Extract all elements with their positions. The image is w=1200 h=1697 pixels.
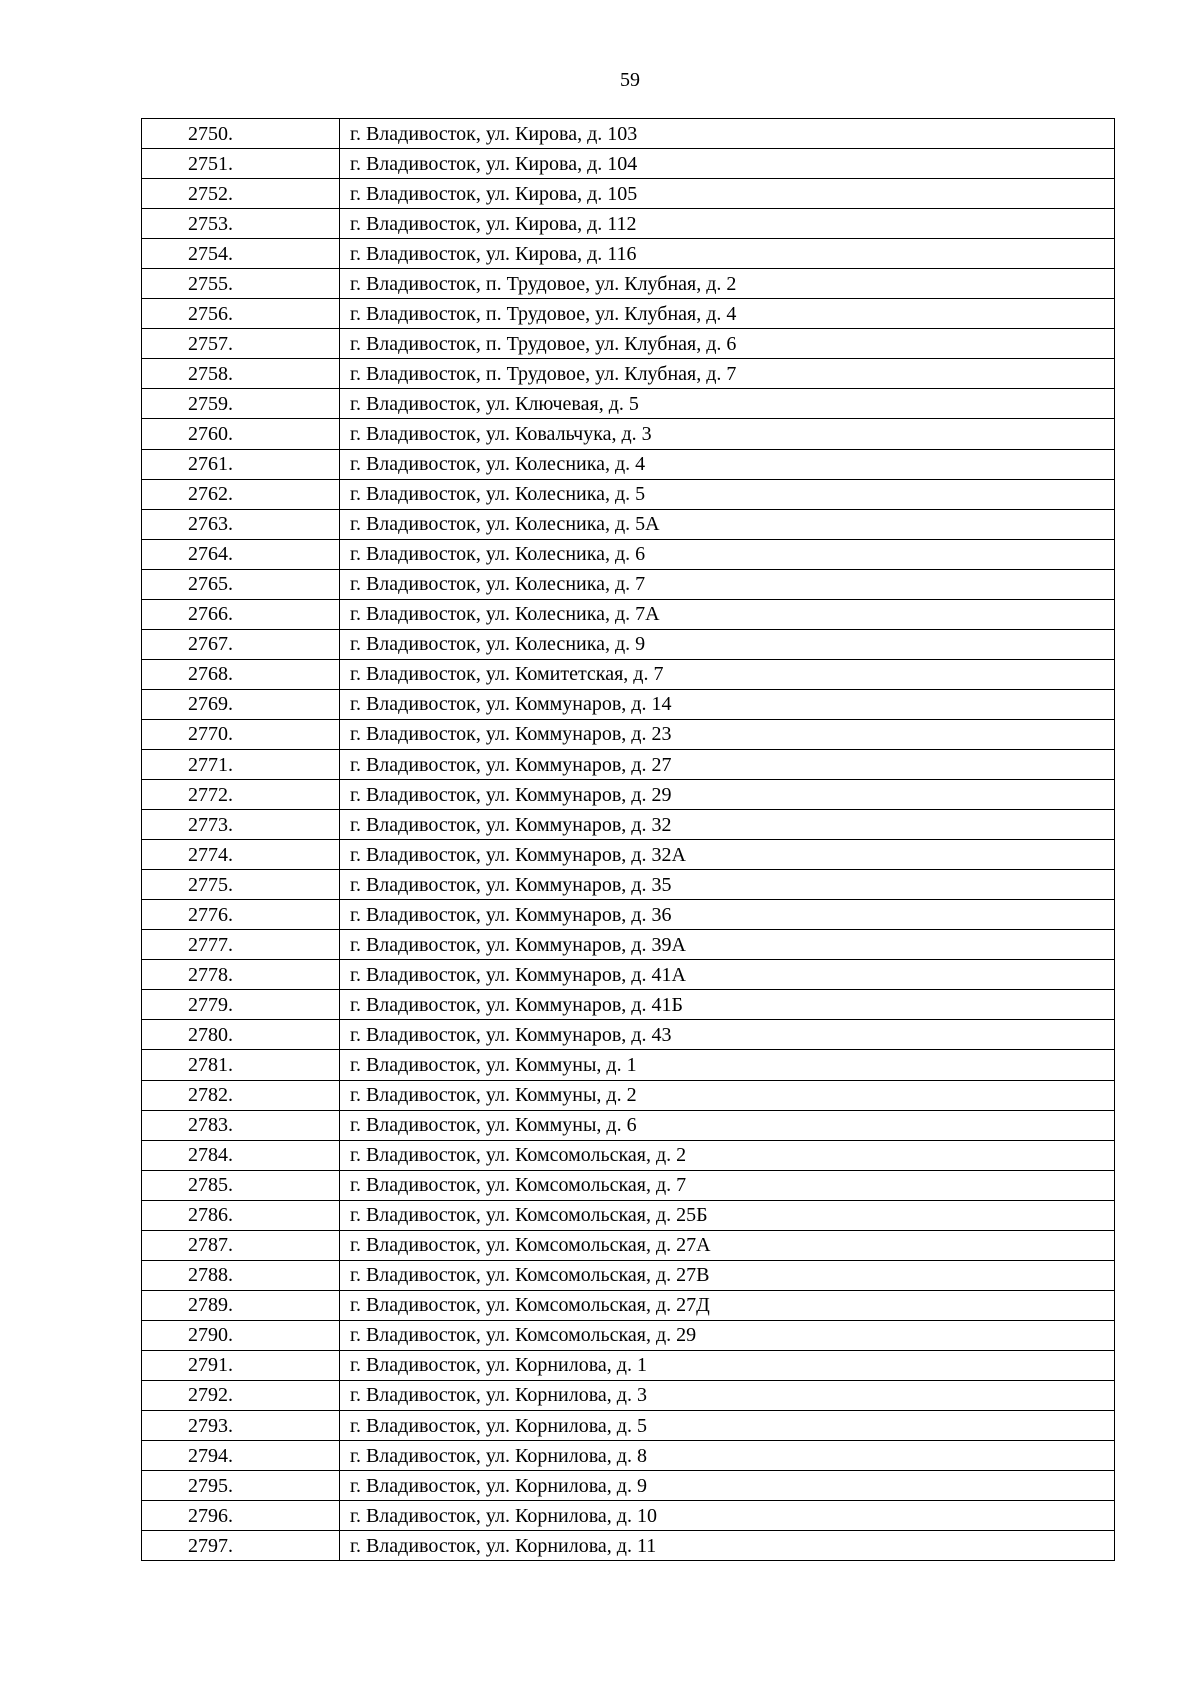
table-row	[142, 1471, 1115, 1501]
row-address: г. Владивосток, ул. Коммунаров, д. 41А	[340, 960, 1115, 990]
table-row	[142, 659, 1115, 689]
table-row	[142, 930, 1115, 960]
table-row	[142, 689, 1115, 719]
row-address: г. Владивосток, ул. Колесника, д. 7	[340, 569, 1115, 599]
address-table	[141, 118, 1115, 1561]
row-number: 2776.	[142, 900, 340, 930]
address-table-body	[142, 119, 1115, 1561]
table-row	[142, 569, 1115, 599]
row-address: г. Владивосток, ул. Колесника, д. 5	[340, 479, 1115, 509]
table-row	[142, 1441, 1115, 1471]
table-row	[142, 1290, 1115, 1320]
row-address: г. Владивосток, ул. Коммунаров, д. 14	[340, 689, 1115, 719]
row-number: 2758.	[142, 359, 340, 389]
table-row	[142, 780, 1115, 810]
row-number: 2783.	[142, 1110, 340, 1140]
row-address: г. Владивосток, ул. Коммунаров, д. 23	[340, 719, 1115, 749]
row-address: г. Владивосток, ул. Коммунаров, д. 32А	[340, 840, 1115, 870]
row-number: 2797.	[142, 1531, 340, 1561]
table-row	[142, 1110, 1115, 1140]
row-number: 2769.	[142, 689, 340, 719]
table-row	[142, 810, 1115, 840]
row-address: г. Владивосток, ул. Колесника, д. 5А	[340, 509, 1115, 539]
row-address: г. Владивосток, ул. Кирова, д. 116	[340, 239, 1115, 269]
table-row	[142, 479, 1115, 509]
row-number: 2762.	[142, 479, 340, 509]
row-address: г. Владивосток, ул. Корнилова, д. 10	[340, 1501, 1115, 1531]
row-number: 2787.	[142, 1230, 340, 1260]
table-row	[142, 1260, 1115, 1290]
row-number: 2795.	[142, 1471, 340, 1501]
table-row	[142, 870, 1115, 900]
table-row	[142, 389, 1115, 419]
row-address: г. Владивосток, ул. Комсомольская, д. 29	[340, 1320, 1115, 1350]
row-address: г. Владивосток, ул. Коммунаров, д. 29	[340, 780, 1115, 810]
row-address: г. Владивосток, ул. Корнилова, д. 5	[340, 1411, 1115, 1441]
row-address: г. Владивосток, ул. Коммуны, д. 2	[340, 1080, 1115, 1110]
row-address: г. Владивосток, ул. Кирова, д. 112	[340, 209, 1115, 239]
row-address: г. Владивосток, ул. Корнилова, д. 8	[340, 1441, 1115, 1471]
row-address: г. Владивосток, ул. Комсомольская, д. 2	[340, 1140, 1115, 1170]
row-number: 2780.	[142, 1020, 340, 1050]
row-number: 2791.	[142, 1350, 340, 1380]
row-address: г. Владивосток, ул. Коммунаров, д. 39А	[340, 930, 1115, 960]
table-row	[142, 599, 1115, 629]
row-number: 2792.	[142, 1380, 340, 1410]
row-number: 2770.	[142, 719, 340, 749]
row-address: г. Владивосток, п. Трудовое, ул. Клубная, д. 4	[340, 299, 1115, 329]
row-address: г. Владивосток, ул. Коммуны, д. 1	[340, 1050, 1115, 1080]
row-number: 2757.	[142, 329, 340, 359]
table-row	[142, 179, 1115, 209]
table-row	[142, 299, 1115, 329]
row-number: 2784.	[142, 1140, 340, 1170]
table-row	[142, 209, 1115, 239]
table-row	[142, 1501, 1115, 1531]
row-address: г. Владивосток, ул. Коммунаров, д. 43	[340, 1020, 1115, 1050]
row-address: г. Владивосток, ул. Корнилова, д. 9	[340, 1471, 1115, 1501]
row-address: г. Владивосток, ул. Комсомольская, д. 7	[340, 1170, 1115, 1200]
table-row	[142, 719, 1115, 749]
table-row	[142, 329, 1115, 359]
row-address: г. Владивосток, ул. Колесника, д. 9	[340, 629, 1115, 659]
table-row	[142, 629, 1115, 659]
row-number: 2755.	[142, 269, 340, 299]
row-address: г. Владивосток, ул. Коммунаров, д. 32	[340, 810, 1115, 840]
row-address: г. Владивосток, ул. Комсомольская, д. 27Д	[340, 1290, 1115, 1320]
table-row	[142, 1140, 1115, 1170]
row-number: 2789.	[142, 1290, 340, 1320]
row-address: г. Владивосток, п. Трудовое, ул. Клубная, д. 2	[340, 269, 1115, 299]
row-address: г. Владивосток, ул. Колесника, д. 7А	[340, 599, 1115, 629]
table-row	[142, 749, 1115, 779]
row-address: г. Владивосток, ул. Колесника, д. 4	[340, 449, 1115, 479]
row-number: 2774.	[142, 840, 340, 870]
table-row	[142, 509, 1115, 539]
row-number: 2777.	[142, 930, 340, 960]
row-number: 2790.	[142, 1320, 340, 1350]
page-number: 59	[620, 69, 640, 91]
table-row	[142, 840, 1115, 870]
row-number: 2764.	[142, 539, 340, 569]
row-address: г. Владивосток, ул. Комсомольская, д. 27В	[340, 1260, 1115, 1290]
row-number: 2761.	[142, 449, 340, 479]
row-address: г. Владивосток, ул. Коммунаров, д. 35	[340, 870, 1115, 900]
row-number: 2775.	[142, 870, 340, 900]
table-row	[142, 239, 1115, 269]
row-address: г. Владивосток, ул. Комсомольская, д. 27А	[340, 1230, 1115, 1260]
table-row	[142, 119, 1115, 149]
row-number: 2750.	[142, 119, 340, 149]
row-number: 2779.	[142, 990, 340, 1020]
row-number: 2765.	[142, 569, 340, 599]
table-row	[142, 1020, 1115, 1050]
row-address: г. Владивосток, ул. Комсомольская, д. 25Б	[340, 1200, 1115, 1230]
table-row	[142, 1050, 1115, 1080]
row-address: г. Владивосток, ул. Кирова, д. 105	[340, 179, 1115, 209]
row-number: 2781.	[142, 1050, 340, 1080]
row-address: г. Владивосток, ул. Ключевая, д. 5	[340, 389, 1115, 419]
row-number: 2778.	[142, 960, 340, 990]
table-row	[142, 1320, 1115, 1350]
row-number: 2754.	[142, 239, 340, 269]
row-address: г. Владивосток, ул. Корнилова, д. 11	[340, 1531, 1115, 1561]
row-number: 2768.	[142, 659, 340, 689]
table-row	[142, 990, 1115, 1020]
table-row	[142, 960, 1115, 990]
row-number: 2756.	[142, 299, 340, 329]
row-address: г. Владивосток, ул. Коммуны, д. 6	[340, 1110, 1115, 1140]
row-number: 2751.	[142, 149, 340, 179]
row-address: г. Владивосток, ул. Коммунаров, д. 41Б	[340, 990, 1115, 1020]
row-address: г. Владивосток, п. Трудовое, ул. Клубная, д. 6	[340, 329, 1115, 359]
table-row	[142, 1170, 1115, 1200]
row-number: 2767.	[142, 629, 340, 659]
row-address: г. Владивосток, ул. Корнилова, д. 3	[340, 1380, 1115, 1410]
row-number: 2794.	[142, 1441, 340, 1471]
row-address: г. Владивосток, ул. Корнилова, д. 1	[340, 1350, 1115, 1380]
table-row	[142, 1080, 1115, 1110]
row-number: 2772.	[142, 780, 340, 810]
table-row	[142, 1230, 1115, 1260]
row-number: 2785.	[142, 1170, 340, 1200]
table-row	[142, 269, 1115, 299]
row-number: 2760.	[142, 419, 340, 449]
table-row	[142, 449, 1115, 479]
table-row	[142, 1200, 1115, 1230]
table-row	[142, 900, 1115, 930]
table-row	[142, 419, 1115, 449]
row-address: г. Владивосток, ул. Коммунаров, д. 36	[340, 900, 1115, 930]
row-address: г. Владивосток, ул. Кирова, д. 104	[340, 149, 1115, 179]
row-number: 2773.	[142, 810, 340, 840]
row-address: г. Владивосток, ул. Кирова, д. 103	[340, 119, 1115, 149]
row-number: 2763.	[142, 509, 340, 539]
row-number: 2788.	[142, 1260, 340, 1290]
row-number: 2786.	[142, 1200, 340, 1230]
row-number: 2766.	[142, 599, 340, 629]
row-number: 2759.	[142, 389, 340, 419]
row-number: 2796.	[142, 1501, 340, 1531]
table-row	[142, 1531, 1115, 1561]
table-row	[142, 359, 1115, 389]
row-address: г. Владивосток, ул. Коммунаров, д. 27	[340, 749, 1115, 779]
table-row	[142, 1411, 1115, 1441]
row-address: г. Владивосток, ул. Комитетская, д. 7	[340, 659, 1115, 689]
row-number: 2752.	[142, 179, 340, 209]
row-address: г. Владивосток, п. Трудовое, ул. Клубная, д. 7	[340, 359, 1115, 389]
row-number: 2753.	[142, 209, 340, 239]
row-address: г. Владивосток, ул. Колесника, д. 6	[340, 539, 1115, 569]
row-address: г. Владивосток, ул. Ковальчука, д. 3	[340, 419, 1115, 449]
table-row	[142, 149, 1115, 179]
row-number: 2771.	[142, 749, 340, 779]
table-row	[142, 1350, 1115, 1380]
table-row	[142, 1380, 1115, 1410]
table-row	[142, 539, 1115, 569]
row-number: 2793.	[142, 1411, 340, 1441]
row-number: 2782.	[142, 1080, 340, 1110]
